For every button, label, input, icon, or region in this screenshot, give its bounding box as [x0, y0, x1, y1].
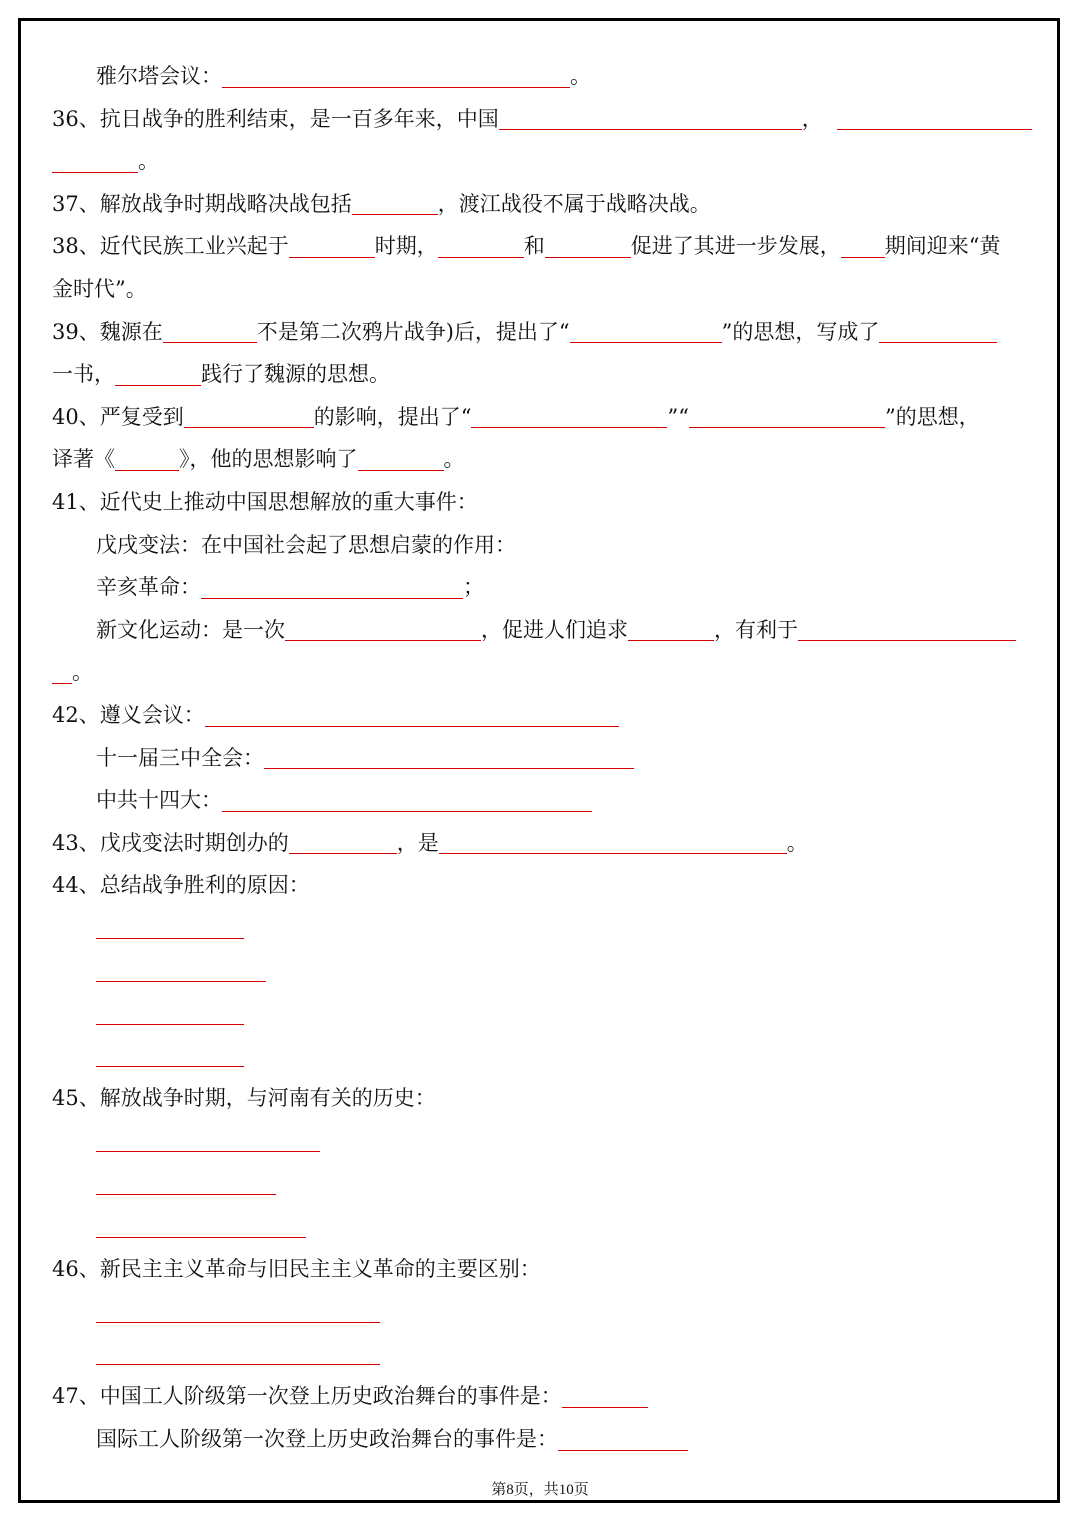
answer-blank[interactable]	[499, 128, 802, 130]
question-45	[52, 1077, 1032, 1120]
answer-blank[interactable]	[96, 980, 266, 982]
question-47	[52, 1375, 1032, 1418]
answer-blank[interactable]	[96, 1363, 380, 1365]
prompt-text: 践行了魏源的思想。	[201, 362, 390, 387]
answer-blank[interactable]	[96, 1065, 244, 1067]
question-41-c	[52, 609, 1032, 652]
prompt-text: 十一届三中全会：	[96, 745, 264, 770]
prompt-text: 36、抗日战争的胜利结束，是一百多年来，中国	[52, 106, 499, 131]
answer-blank[interactable]	[471, 426, 667, 428]
answer-row	[52, 1120, 1032, 1163]
question-41-cont	[52, 651, 1032, 694]
answer-blank[interactable]	[52, 171, 138, 173]
prompt-text: 的影响，提出了“	[313, 404, 472, 429]
prompt-text: 40、严复受到	[52, 404, 184, 429]
question-37	[52, 183, 1032, 226]
prompt-text: 促进了其进一步发展，	[630, 234, 841, 259]
question-line	[52, 55, 1032, 98]
answer-blank[interactable]	[285, 639, 481, 641]
question-36	[52, 98, 1032, 141]
page-number: 第8页，共10页	[491, 1482, 589, 1498]
prompt-text: 37、解放战争时期战略决战包括	[52, 191, 352, 216]
prompt-text: 45、解放战争时期，与河南有关的历史：	[52, 1086, 436, 1111]
answer-row	[52, 949, 1032, 992]
prompt-text: 雅尔塔会议：	[96, 64, 222, 88]
answer-blank[interactable]	[264, 767, 634, 769]
question-40-cont	[52, 438, 1032, 481]
prompt-text: 一书，	[52, 362, 115, 387]
prompt-text: ，有利于	[714, 617, 798, 642]
prompt-text: ，	[801, 106, 823, 131]
prompt-text: 新文化运动：是一次	[96, 617, 285, 642]
answer-blank[interactable]	[798, 639, 1016, 641]
question-39-cont	[52, 353, 1032, 396]
prompt-text: ，渡江战役不属于战略决战。	[437, 191, 711, 216]
answer-blank[interactable]	[289, 852, 397, 854]
answer-blank[interactable]	[358, 469, 444, 471]
prompt-text: 。	[138, 149, 159, 174]
answer-row	[52, 1035, 1032, 1078]
prompt-text: ，促进人们追求	[481, 617, 628, 642]
answer-blank[interactable]	[96, 1193, 276, 1195]
question-41-a	[52, 524, 1032, 567]
question-42-b	[52, 779, 1032, 822]
answer-blank[interactable]	[222, 810, 592, 812]
prompt-text: 戊戌变法：在中国社会起了思想启蒙的作用：	[96, 532, 516, 557]
question-43	[52, 822, 1032, 865]
prompt-text: 。	[443, 447, 465, 472]
prompt-text: ”的思想，	[884, 404, 980, 429]
prompt-text: 不是第二次鸦片战争)后，提出了“	[256, 319, 570, 344]
answer-blank[interactable]	[570, 341, 722, 343]
question-41-b	[52, 566, 1032, 609]
answer-blank[interactable]	[96, 1236, 306, 1238]
answer-blank[interactable]	[96, 1321, 380, 1323]
answer-row	[52, 907, 1032, 950]
prompt-text: 期间迎来“黄	[884, 234, 1001, 259]
worksheet-body	[52, 55, 1032, 1461]
question-47-a	[52, 1418, 1032, 1461]
prompt-text: 。	[786, 830, 808, 855]
answer-row	[52, 1162, 1032, 1205]
question-41	[52, 481, 1032, 524]
answer-blank[interactable]	[562, 1406, 648, 1408]
answer-blank[interactable]	[352, 213, 438, 215]
prompt-text: 。	[570, 64, 591, 88]
answer-blank[interactable]	[96, 1023, 244, 1025]
prompt-text: ”“	[667, 404, 689, 429]
answer-blank[interactable]	[163, 341, 257, 343]
answer-blank[interactable]	[837, 128, 1032, 130]
answer-blank[interactable]	[558, 1449, 688, 1451]
prompt-text: ；	[463, 575, 484, 600]
question-42	[52, 694, 1032, 737]
answer-blank[interactable]	[289, 256, 375, 258]
question-38-cont	[52, 268, 1032, 311]
prompt-text: 44、总结战争胜利的原因：	[52, 873, 310, 898]
answer-blank[interactable]	[96, 937, 244, 939]
question-42-a	[52, 737, 1032, 780]
answer-blank[interactable]	[205, 725, 619, 727]
prompt-text: 38、近代民族工业兴起于	[52, 234, 289, 259]
question-46	[52, 1248, 1032, 1291]
answer-row	[52, 1333, 1032, 1376]
prompt-text: 译著《	[52, 447, 115, 472]
answer-blank[interactable]	[879, 341, 997, 343]
prompt-text: 43、戊戌变法时期创办的	[52, 830, 289, 855]
answer-blank[interactable]	[96, 1150, 320, 1152]
answer-blank[interactable]	[439, 852, 787, 854]
prompt-text: ，是	[396, 830, 439, 855]
prompt-text: ”的思想，写成了	[721, 319, 880, 344]
answer-row	[52, 1290, 1032, 1333]
prompt-text: 时期，	[374, 234, 438, 259]
question-40	[52, 396, 1032, 439]
answer-row	[52, 1205, 1032, 1248]
answer-blank[interactable]	[184, 426, 314, 428]
answer-blank[interactable]	[628, 639, 714, 641]
prompt-text: 中共十四大：	[96, 788, 222, 813]
prompt-text: 国际工人阶级第一次登上历史政治舞台的事件是：	[96, 1427, 558, 1451]
prompt-text: 39、魏源在	[52, 319, 163, 344]
question-44	[52, 864, 1032, 907]
answer-blank[interactable]	[689, 426, 885, 428]
answer-blank[interactable]	[52, 682, 72, 684]
prompt-text: 辛亥革命：	[96, 575, 201, 600]
answer-blank[interactable]	[201, 597, 463, 599]
answer-blank[interactable]	[545, 256, 631, 258]
answer-blank[interactable]	[841, 256, 885, 258]
prompt-text: 47、中国工人阶级第一次登上历史政治舞台的事件是：	[52, 1384, 562, 1409]
prompt-text: 。	[72, 660, 93, 685]
answer-blank[interactable]	[115, 384, 201, 386]
question-39	[52, 311, 1032, 354]
prompt-text: 》，他的思想影响了	[179, 447, 358, 472]
prompt-text: 41、近代史上推动中国思想解放的重大事件：	[52, 489, 478, 514]
answer-row	[52, 992, 1032, 1035]
answer-blank[interactable]	[115, 469, 179, 471]
answer-blank[interactable]	[438, 256, 524, 258]
prompt-text: 46、新民主主义革命与旧民主主义革命的主要区别：	[52, 1256, 541, 1281]
question-38	[52, 225, 1032, 268]
prompt-text: 42、遵义会议：	[52, 702, 205, 727]
answer-blank[interactable]	[222, 86, 570, 88]
question-36-cont	[52, 140, 1032, 183]
prompt-text: 和	[523, 234, 545, 259]
prompt-text: 金时代”。	[52, 276, 147, 301]
